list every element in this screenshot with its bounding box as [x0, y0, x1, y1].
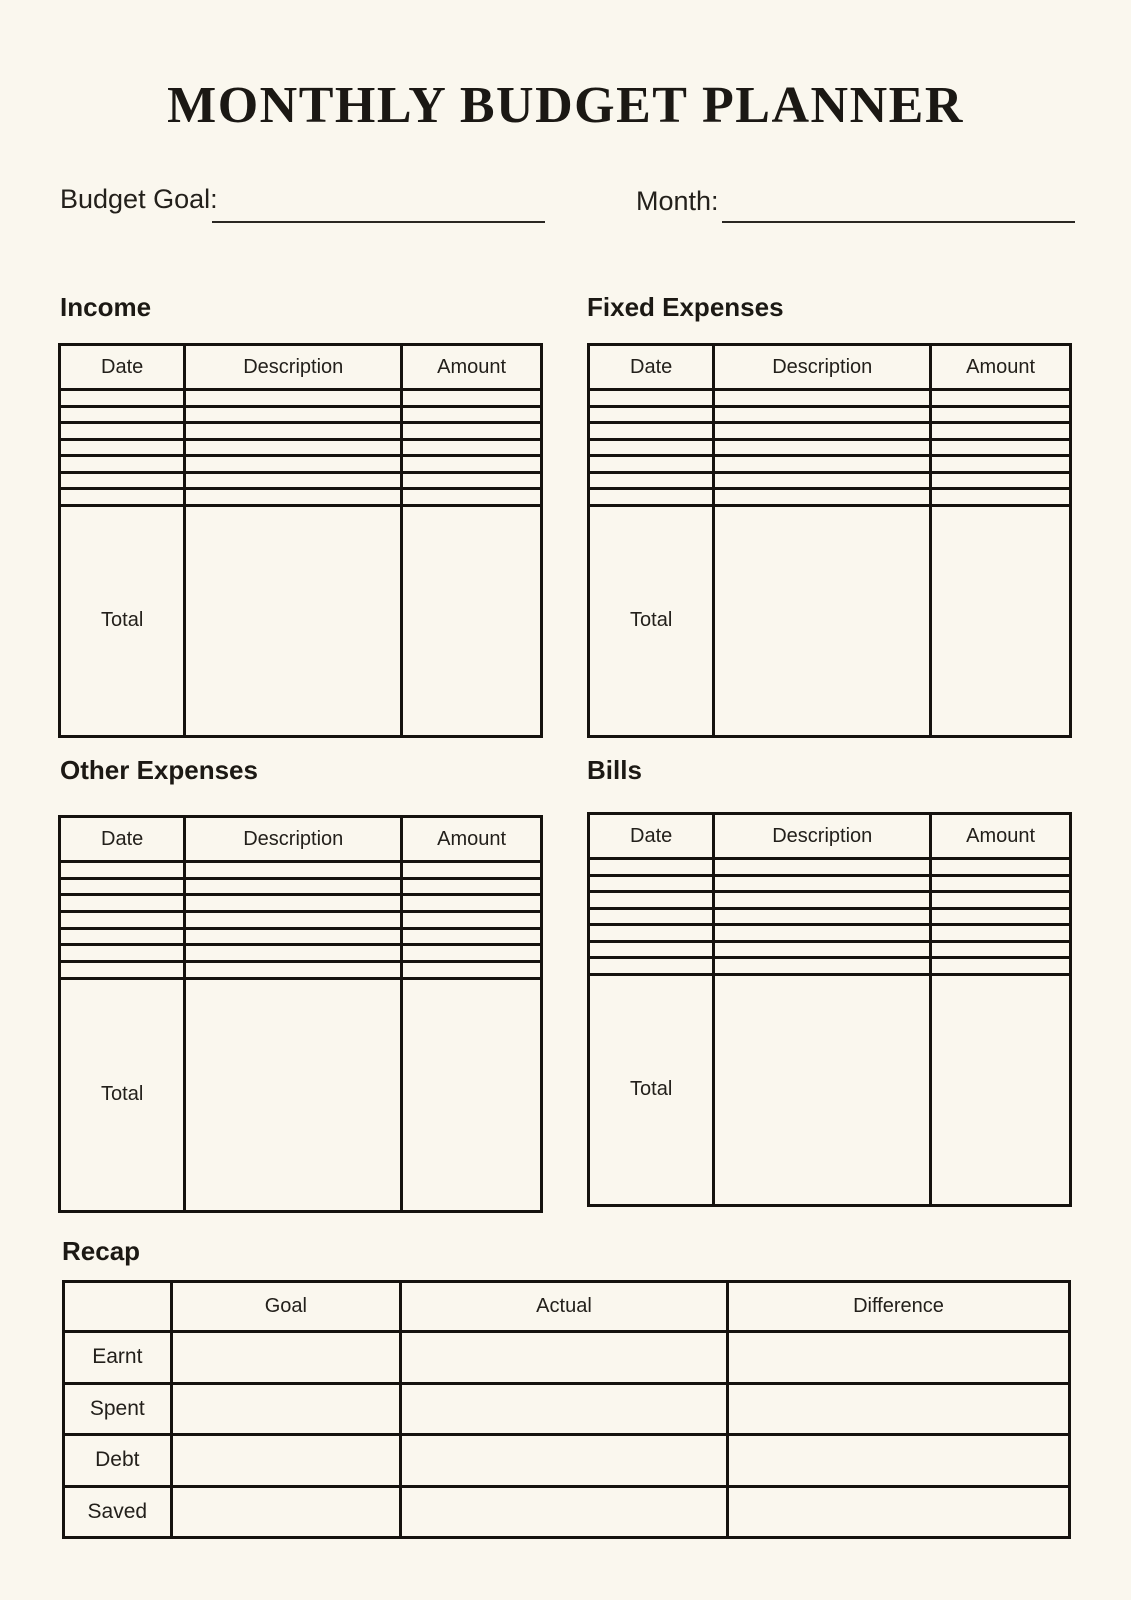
entry-cell[interactable]: [402, 895, 542, 912]
entry-cell[interactable]: [402, 489, 542, 506]
entry-cell[interactable]: [185, 423, 402, 440]
entry-cell[interactable]: [402, 862, 542, 879]
bills-heading: Bills: [587, 755, 642, 785]
total-amount-cell[interactable]: [402, 505, 542, 736]
entry-rows: [589, 390, 1071, 506]
entry-row: [589, 892, 1071, 909]
entry-cell[interactable]: [589, 958, 714, 975]
entry-cell[interactable]: [714, 875, 931, 892]
entry-cell[interactable]: [589, 472, 714, 489]
entry-cell[interactable]: [589, 941, 714, 958]
entry-row: [589, 439, 1071, 456]
entry-cell[interactable]: [60, 406, 185, 423]
entry-cell[interactable]: [185, 911, 402, 928]
recap-col-blank: [64, 1282, 172, 1332]
page-title: MONTHLY BUDGET PLANNER: [167, 77, 964, 134]
entry-cell[interactable]: [589, 908, 714, 925]
entry-cell[interactable]: [714, 406, 931, 423]
entry-rows: [60, 862, 542, 979]
entry-cell[interactable]: [714, 958, 931, 975]
recap-difference-cell[interactable]: [727, 1332, 1069, 1384]
budget-goal-line[interactable]: [212, 221, 545, 223]
entry-cell[interactable]: [60, 423, 185, 440]
entry-rows: [589, 859, 1071, 975]
entry-row: [589, 875, 1071, 892]
col-header-date: Date: [60, 817, 185, 862]
recap-actual-cell[interactable]: [401, 1332, 728, 1384]
recap-actual-cell[interactable]: [401, 1383, 728, 1435]
entry-cell[interactable]: [402, 406, 542, 423]
income-heading: Income: [60, 292, 152, 322]
other-expenses-table: [58, 815, 543, 1213]
entry-row: [589, 925, 1071, 942]
entry-cell[interactable]: [60, 928, 185, 945]
entry-cell[interactable]: [185, 878, 402, 895]
total-amount-cell[interactable]: [931, 974, 1071, 1205]
entry-row: [589, 958, 1071, 975]
entry-row: [60, 406, 542, 423]
entry-cell[interactable]: [931, 859, 1071, 876]
recap-col-goal: Goal: [171, 1282, 400, 1332]
col-header-description: Description: [185, 817, 402, 862]
total-row: [60, 505, 542, 736]
entry-cell[interactable]: [60, 862, 185, 879]
entry-cell[interactable]: [60, 878, 185, 895]
entry-cell[interactable]: [931, 456, 1071, 473]
header-row: [589, 814, 1071, 859]
entry-row: [60, 862, 542, 879]
col-header-date: Date: [589, 814, 714, 859]
col-header-date: Date: [60, 345, 185, 390]
budget-goal-label: Budget Goal:: [60, 184, 218, 214]
entry-cell[interactable]: [402, 439, 542, 456]
entry-cell[interactable]: [60, 456, 185, 473]
entry-row: [589, 423, 1071, 440]
recap-difference-cell[interactable]: [727, 1383, 1069, 1435]
entry-cell[interactable]: [931, 925, 1071, 942]
entry-rows: [60, 390, 542, 506]
total-label: Total: [60, 505, 185, 736]
entry-cell[interactable]: [589, 859, 714, 876]
entry-cell[interactable]: [60, 961, 185, 978]
total-amount-cell[interactable]: [931, 505, 1071, 736]
recap-goal-cell[interactable]: [171, 1383, 400, 1435]
entry-row: [589, 456, 1071, 473]
recap-goal-cell[interactable]: [171, 1486, 400, 1538]
entry-cell[interactable]: [931, 423, 1071, 440]
recap-row-earnt: [64, 1332, 1070, 1384]
entry-cell[interactable]: [714, 423, 931, 440]
entry-cell[interactable]: [185, 472, 402, 489]
entry-cell[interactable]: [185, 928, 402, 945]
recap-table: [62, 1280, 1071, 1539]
entry-cell[interactable]: [589, 892, 714, 909]
entry-cell[interactable]: [60, 945, 185, 962]
entry-row: [60, 895, 542, 912]
entry-cell[interactable]: [185, 862, 402, 879]
total-row: [60, 978, 542, 1211]
total-label: Total: [589, 974, 714, 1205]
entry-cell[interactable]: [402, 945, 542, 962]
recap-row-label: Earnt: [64, 1332, 172, 1384]
entry-row: [60, 878, 542, 895]
recap-heading: Recap: [62, 1236, 141, 1266]
entry-cell[interactable]: [185, 895, 402, 912]
recap-difference-cell[interactable]: [727, 1435, 1069, 1487]
entry-cell[interactable]: [589, 489, 714, 506]
fixed-expenses-table: [587, 343, 1072, 738]
total-description-cell[interactable]: [714, 974, 931, 1205]
entry-cell[interactable]: [589, 390, 714, 407]
entry-cell[interactable]: [714, 489, 931, 506]
entry-cell[interactable]: [60, 390, 185, 407]
recap-col-difference: Difference: [727, 1282, 1069, 1332]
entry-cell[interactable]: [402, 423, 542, 440]
entry-cell[interactable]: [714, 908, 931, 925]
entry-cell[interactable]: [714, 439, 931, 456]
entry-cell[interactable]: [931, 390, 1071, 407]
total-amount-cell[interactable]: [402, 978, 542, 1211]
entry-cell[interactable]: [402, 928, 542, 945]
entry-cell[interactable]: [185, 489, 402, 506]
entry-row: [589, 406, 1071, 423]
entry-row: [60, 489, 542, 506]
entry-row: [60, 472, 542, 489]
entry-cell[interactable]: [402, 878, 542, 895]
entry-cell[interactable]: [402, 456, 542, 473]
entry-cell[interactable]: [931, 941, 1071, 958]
entry-cell[interactable]: [714, 456, 931, 473]
entry-cell[interactable]: [589, 439, 714, 456]
entry-cell[interactable]: [402, 390, 542, 407]
total-description-cell[interactable]: [185, 978, 402, 1211]
header-row: [60, 345, 542, 390]
total-row: [589, 505, 1071, 736]
entry-row: [60, 390, 542, 407]
entry-cell[interactable]: [931, 406, 1071, 423]
entry-cell[interactable]: [714, 390, 931, 407]
col-header-amount: Amount: [931, 345, 1071, 390]
entry-cell[interactable]: [589, 925, 714, 942]
entry-row: [589, 489, 1071, 506]
col-header-description: Description: [185, 345, 402, 390]
month-line[interactable]: [722, 221, 1075, 223]
entry-cell[interactable]: [589, 423, 714, 440]
entry-cell[interactable]: [931, 489, 1071, 506]
entry-row: [589, 908, 1071, 925]
recap-row-saved: [64, 1486, 1070, 1538]
entry-cell[interactable]: [931, 439, 1071, 456]
entry-cell[interactable]: [714, 941, 931, 958]
entry-cell[interactable]: [931, 908, 1071, 925]
bills-table: [587, 812, 1072, 1207]
header-row: [64, 1282, 1070, 1332]
header-row: [589, 345, 1071, 390]
entry-cell[interactable]: [589, 456, 714, 473]
entry-cell[interactable]: [185, 961, 402, 978]
entry-row: [589, 941, 1071, 958]
recap-actual-cell[interactable]: [401, 1435, 728, 1487]
income-table: [58, 343, 543, 738]
entry-cell[interactable]: [714, 472, 931, 489]
entry-cell[interactable]: [589, 875, 714, 892]
col-header-description: Description: [714, 814, 931, 859]
entry-cell[interactable]: [60, 895, 185, 912]
recap-row-label: Debt: [64, 1435, 172, 1487]
recap-goal-cell[interactable]: [171, 1435, 400, 1487]
entry-row: [60, 911, 542, 928]
entry-cell[interactable]: [185, 439, 402, 456]
total-description-cell[interactable]: [714, 505, 931, 736]
total-label: Total: [60, 978, 185, 1211]
entry-row: [60, 456, 542, 473]
entry-row: [60, 439, 542, 456]
recap-goal-cell[interactable]: [171, 1332, 400, 1384]
entry-cell[interactable]: [589, 406, 714, 423]
recap-actual-cell[interactable]: [401, 1486, 728, 1538]
entry-cell[interactable]: [185, 945, 402, 962]
recap-difference-cell[interactable]: [727, 1486, 1069, 1538]
recap-row-spent: [64, 1383, 1070, 1435]
entry-cell[interactable]: [931, 958, 1071, 975]
entry-cell[interactable]: [714, 892, 931, 909]
entry-cell[interactable]: [185, 456, 402, 473]
total-description-cell[interactable]: [185, 505, 402, 736]
entry-row: [589, 472, 1071, 489]
entry-cell[interactable]: [931, 875, 1071, 892]
entry-row: [60, 945, 542, 962]
entry-cell[interactable]: [931, 892, 1071, 909]
entry-cell[interactable]: [714, 925, 931, 942]
entry-row: [60, 928, 542, 945]
header-row: [60, 817, 542, 862]
other-expenses-heading: Other Expenses: [60, 755, 258, 785]
entry-cell[interactable]: [714, 859, 931, 876]
entry-cell[interactable]: [402, 911, 542, 928]
total-label: Total: [589, 505, 714, 736]
recap-row-debt: [64, 1435, 1070, 1487]
recap-row-label: Saved: [64, 1486, 172, 1538]
entry-cell[interactable]: [185, 406, 402, 423]
entry-cell[interactable]: [185, 390, 402, 407]
col-header-amount: Amount: [931, 814, 1071, 859]
total-row: [589, 974, 1071, 1205]
fixed-expenses-heading: Fixed Expenses: [587, 292, 784, 322]
entry-cell[interactable]: [402, 961, 542, 978]
entry-cell[interactable]: [60, 472, 185, 489]
entry-row: [589, 859, 1071, 876]
entry-row: [60, 423, 542, 440]
entry-row: [60, 961, 542, 978]
col-header-date: Date: [589, 345, 714, 390]
entry-row: [589, 390, 1071, 407]
entry-cell[interactable]: [60, 439, 185, 456]
entry-cell[interactable]: [60, 911, 185, 928]
col-header-amount: Amount: [402, 345, 542, 390]
col-header-amount: Amount: [402, 817, 542, 862]
entry-cell[interactable]: [402, 472, 542, 489]
entry-cell[interactable]: [931, 472, 1071, 489]
recap-col-actual: Actual: [401, 1282, 728, 1332]
recap-row-label: Spent: [64, 1383, 172, 1435]
col-header-description: Description: [714, 345, 931, 390]
month-label: Month:: [636, 186, 719, 216]
entry-cell[interactable]: [60, 489, 185, 506]
